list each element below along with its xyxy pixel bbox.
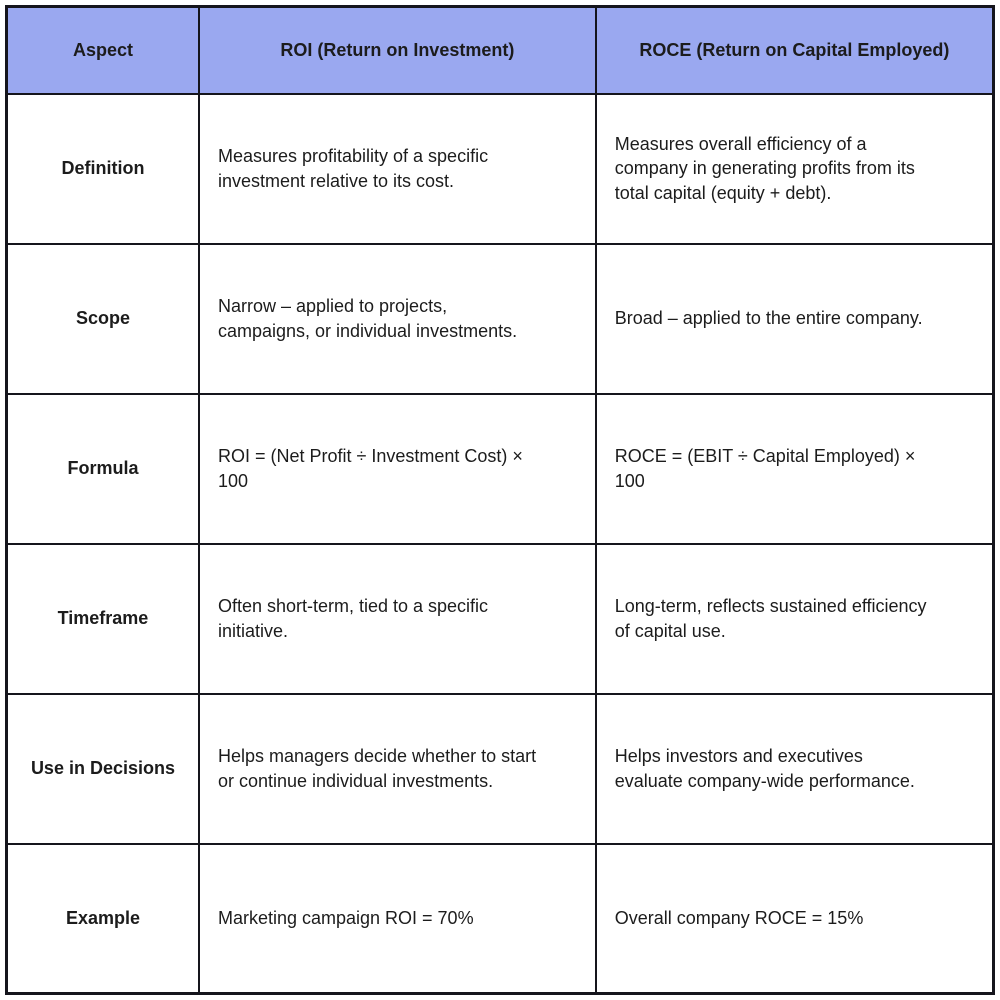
row-label-scope: Scope [7,244,199,394]
cell-example-roi [199,844,596,994]
cell-scope-roce [596,244,994,394]
table-header [7,7,994,94]
cell-text: Narrow – applied to projects, campaigns, or individual investments. [217,296,518,341]
table-row-use-in-decisions [7,694,994,844]
row-label-example: Example [7,844,199,994]
cell-timeframe-roce [596,544,994,694]
row-label-timeframe: Timeframe [7,544,199,694]
row-label-use-in-decisions: Use in Decisions [7,694,199,844]
table-row-formula [7,394,994,544]
row-label-formula: Formula [7,394,199,544]
table-row-definition [7,94,994,244]
header-row [7,7,994,94]
cell-use-in-decisions-roce [596,694,994,844]
cell-text: Often short-term, tied to a specific initiative. [217,596,489,641]
cell-text: ROCE = (EBIT ÷ Capital Employed) × 100 [614,446,916,491]
table-body [7,94,994,994]
cell-formula-roi [199,394,596,544]
cell-timeframe-roi [199,544,596,694]
comparison-table [5,5,995,995]
table-row-timeframe [7,544,994,694]
column-header-roi: ROI (Return on Investment) [199,7,596,94]
cell-text: ROI = (Net Profit ÷ Investment Cost) × 100 [217,446,523,491]
row-label-definition: Definition [7,94,199,244]
cell-text: Measures overall efficiency of a company in generating profits from its total capital (equity + debt). [614,134,915,203]
column-header-roce: ROCE (Return on Capital Employed) [596,7,994,94]
cell-use-in-decisions-roi [199,694,596,844]
cell-example-roce [596,844,994,994]
cell-text: Overall company ROCE = 15% [614,908,864,929]
table-row-example [7,844,994,994]
table-row-scope [7,244,994,394]
cell-text: Marketing campaign ROI = 70% [217,908,474,929]
cell-formula-roce [596,394,994,544]
column-header-aspect: Aspect [7,7,199,94]
cell-definition-roce [596,94,994,244]
cell-text: Measures profitability of a specific investment relative to its cost. [217,146,489,191]
cell-scope-roi [199,244,596,394]
cell-text: Helps investors and executives evaluate company-wide performance. [614,746,915,791]
cell-definition-roi [199,94,596,244]
cell-text: Long-term, reflects sustained efficiency of capital use. [614,596,927,641]
cell-text: Broad – applied to the entire company. [614,308,923,329]
cell-text: Helps managers decide whether to start or continue individual investments. [217,746,537,791]
